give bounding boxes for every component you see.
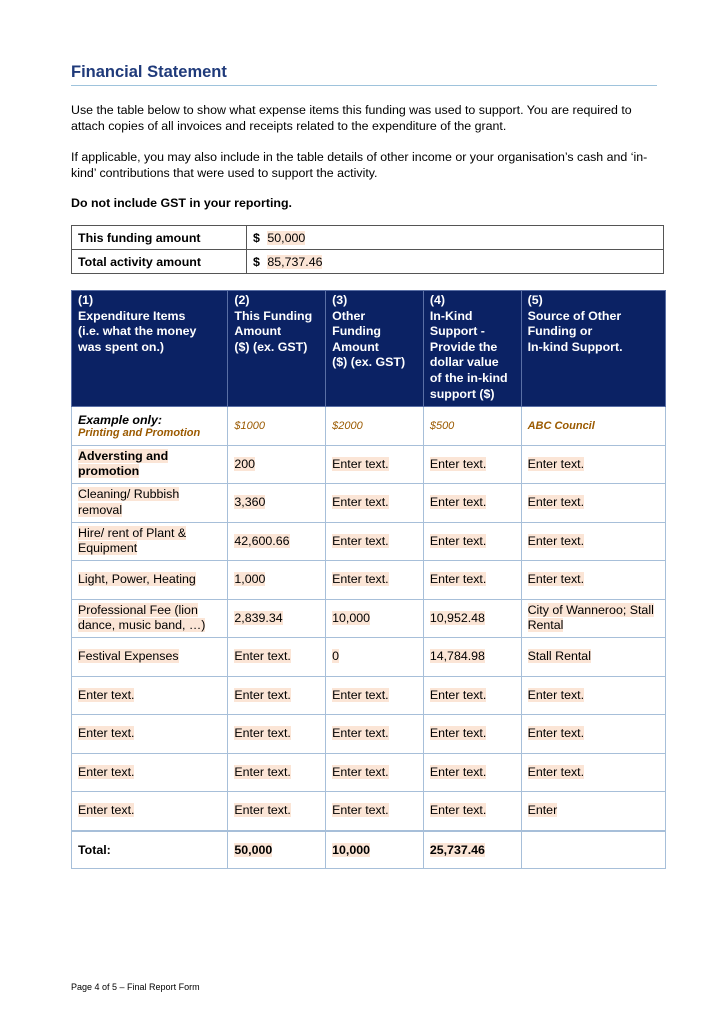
- example-in-kind: $500: [423, 407, 521, 446]
- funding-row: [72, 250, 664, 274]
- row-source-cell: [521, 753, 665, 792]
- row-in-kind-cell: [423, 753, 521, 792]
- row-this-funding-cell: [228, 522, 326, 561]
- row-this-funding-field[interactable]: 200: [234, 456, 256, 471]
- funding-value-cell: [247, 250, 664, 274]
- header-in-kind: (4) In-Kind Support - Provide the dollar value of the in-kind support ($): [423, 291, 521, 407]
- total-label: Total:: [72, 831, 228, 869]
- row-in-kind-field[interactable]: Enter text.: [429, 572, 487, 586]
- row-source-cell: [521, 484, 665, 523]
- row-other-funding-cell: [326, 676, 424, 715]
- row-item-field[interactable]: Enter text.: [78, 726, 135, 740]
- row-other-funding-cell: [326, 715, 424, 754]
- row-source-cell: [521, 522, 665, 561]
- row-this-funding-cell: [228, 599, 326, 638]
- row-item-field[interactable]: Adversting and promotion: [78, 448, 169, 479]
- row-in-kind-cell: [423, 715, 521, 754]
- funding-label: Total activity amount: [72, 250, 247, 274]
- total-activity-amount-field[interactable]: 85,737.46: [267, 254, 323, 269]
- row-item-cell: [72, 638, 228, 677]
- row-in-kind-cell: [423, 599, 521, 638]
- row-item-cell: [72, 792, 228, 831]
- table-row: [72, 445, 666, 484]
- row-item-field[interactable]: Enter text.: [78, 764, 135, 779]
- row-item-cell: [72, 753, 228, 792]
- row-this-funding-field[interactable]: 1,000: [234, 572, 266, 586]
- row-this-funding-field[interactable]: Enter text.: [234, 649, 291, 663]
- row-in-kind-cell: [423, 638, 521, 677]
- row-other-funding-cell: [326, 522, 424, 561]
- row-item-cell: [72, 599, 228, 638]
- page-footer: Page 4 of 5 – Final Report Form: [71, 982, 200, 992]
- intro-paragraph: Use the table below to show what expense items this funding was used to support. You are required to attach copies of all invoices and receipts related to the expenditure of the grant.: [71, 103, 632, 133]
- row-in-kind-field[interactable]: Enter text.: [429, 495, 487, 509]
- table-row: [72, 561, 666, 600]
- row-item-cell: [72, 445, 228, 484]
- currency-symbol: $: [253, 254, 260, 269]
- row-in-kind-field[interactable]: Enter text.: [429, 533, 487, 548]
- row-source-cell: [521, 715, 665, 754]
- example-other-funding: $2000: [326, 407, 424, 446]
- expenditure-table: [71, 290, 666, 869]
- header-source: (5) Source of Other Funding or In-kind Support.: [521, 291, 665, 407]
- funding-label: This funding amount: [72, 226, 247, 250]
- row-this-funding-cell: [228, 792, 326, 831]
- row-source-cell: [521, 638, 665, 677]
- row-item-field[interactable]: Professional Fee (lion dance, music band, …): [78, 602, 206, 633]
- row-in-kind-cell: [423, 484, 521, 523]
- example-subtitle: Printing and Promotion: [78, 426, 201, 439]
- row-source-field[interactable]: Enter: [527, 803, 558, 817]
- total-other-funding-cell: [326, 831, 424, 869]
- row-source-cell: [521, 599, 665, 638]
- row-other-funding-cell: [326, 445, 424, 484]
- total-other-funding[interactable]: 10,000: [332, 842, 371, 857]
- funding-row: [72, 226, 664, 250]
- row-other-funding-field[interactable]: Enter text.: [332, 456, 389, 471]
- example-item-cell: [72, 407, 228, 446]
- total-this-funding[interactable]: 50,000: [234, 842, 273, 857]
- row-other-funding-cell: [326, 792, 424, 831]
- row-this-funding-cell: [228, 484, 326, 523]
- row-item-field[interactable]: Enter text.: [78, 803, 135, 817]
- row-other-funding-cell: [326, 599, 424, 638]
- table-row: [72, 715, 666, 754]
- row-this-funding-field[interactable]: 42,600.66: [234, 533, 290, 548]
- table-row: [72, 753, 666, 792]
- row-item-field[interactable]: Enter text.: [78, 687, 135, 702]
- row-this-funding-cell: [228, 753, 326, 792]
- row-other-funding-field[interactable]: 10,000: [332, 610, 371, 625]
- row-in-kind-cell: [423, 676, 521, 715]
- header-other-funding: (3) Other Funding Amount ($) (ex. GST): [326, 291, 424, 407]
- row-source-field[interactable]: Enter text.: [527, 764, 585, 779]
- total-row: [72, 831, 666, 869]
- total-in-kind-cell: [423, 831, 521, 869]
- row-this-funding-field[interactable]: 3,360: [234, 495, 266, 509]
- row-this-funding-cell: [228, 715, 326, 754]
- gst-note: Do not include GST in your reporting.: [71, 196, 292, 210]
- header-expenditure-items: (1) Expenditure Items (i.e. what the money was spent on.): [72, 291, 228, 407]
- total-in-kind[interactable]: 25,737.46: [429, 842, 485, 857]
- row-in-kind-field[interactable]: Enter text.: [429, 726, 487, 740]
- page-title: Financial Statement: [71, 63, 657, 86]
- funding-amount-field[interactable]: 50,000: [267, 230, 306, 245]
- row-item-field[interactable]: Cleaning/ Rubbish removal: [78, 487, 180, 517]
- example-source: ABC Council: [521, 407, 665, 446]
- row-other-funding-field[interactable]: Enter text.: [332, 495, 389, 509]
- row-item-field[interactable]: Light, Power, Heating: [78, 572, 196, 586]
- row-other-funding-field[interactable]: 0: [332, 649, 340, 663]
- table-header-row: [72, 291, 666, 407]
- row-item-field[interactable]: Hire/ rent of Plant & Equipment: [78, 525, 187, 556]
- row-in-kind-field[interactable]: Enter text.: [429, 456, 487, 471]
- funding-value-cell: [247, 226, 664, 250]
- row-source-cell: [521, 561, 665, 600]
- row-source-field[interactable]: Stall Rental: [527, 649, 591, 663]
- row-other-funding-field[interactable]: Enter text.: [332, 687, 389, 702]
- row-other-funding-cell: [326, 561, 424, 600]
- total-this-funding-cell: [228, 831, 326, 869]
- example-this-funding: $1000: [228, 407, 326, 446]
- row-in-kind-cell: [423, 445, 521, 484]
- currency-symbol: $: [253, 230, 260, 245]
- row-other-funding-field[interactable]: Enter text.: [332, 803, 389, 817]
- row-in-kind-cell: [423, 792, 521, 831]
- table-row: [72, 638, 666, 677]
- row-source-field[interactable]: Enter text.: [527, 726, 585, 740]
- row-source-field[interactable]: City of Wanneroo; Stall Rental: [527, 602, 654, 633]
- row-in-kind-field[interactable]: Enter text.: [429, 764, 487, 779]
- table-row: [72, 676, 666, 715]
- row-this-funding-cell: [228, 445, 326, 484]
- funding-summary-table: [71, 225, 664, 274]
- table-row: [72, 484, 666, 523]
- optional-info-paragraph: If applicable, you may also include in the table details of other income or your organisation’s cash and ‘in-kind’ contributions that were used to support the activity.: [71, 150, 648, 180]
- row-this-funding-cell: [228, 638, 326, 677]
- row-source-field[interactable]: Enter text.: [527, 572, 585, 586]
- row-this-funding-field[interactable]: Enter text.: [234, 764, 291, 779]
- row-item-cell: [72, 484, 228, 523]
- row-other-funding-cell: [326, 638, 424, 677]
- row-source-field[interactable]: Enter text.: [527, 533, 585, 548]
- row-other-funding-field[interactable]: Enter text.: [332, 764, 389, 779]
- header-this-funding: (2) This Funding Amount ($) (ex. GST): [228, 291, 326, 407]
- example-title: Example only:: [78, 412, 163, 427]
- row-source-cell: [521, 792, 665, 831]
- row-item-cell: [72, 676, 228, 715]
- table-row: [72, 792, 666, 831]
- row-this-funding-cell: [228, 676, 326, 715]
- example-row: [72, 407, 666, 446]
- row-item-cell: [72, 522, 228, 561]
- row-in-kind-field[interactable]: 10,952.48: [429, 610, 485, 625]
- row-in-kind-field[interactable]: Enter text.: [429, 687, 487, 702]
- row-other-funding-field[interactable]: Enter text.: [332, 572, 389, 586]
- row-source-cell: [521, 445, 665, 484]
- row-in-kind-field[interactable]: 14,784.98: [429, 649, 485, 663]
- table-row: [72, 599, 666, 638]
- total-source: [521, 831, 665, 869]
- row-source-cell: [521, 676, 665, 715]
- table-row: [72, 522, 666, 561]
- row-other-funding-cell: [326, 753, 424, 792]
- row-this-funding-field[interactable]: Enter text.: [234, 687, 291, 702]
- row-in-kind-cell: [423, 522, 521, 561]
- row-in-kind-cell: [423, 561, 521, 600]
- row-this-funding-field[interactable]: Enter text.: [234, 803, 291, 817]
- row-this-funding-cell: [228, 561, 326, 600]
- row-source-field[interactable]: Enter text.: [527, 456, 585, 471]
- row-this-funding-field[interactable]: 2,839.34: [234, 610, 283, 625]
- row-other-funding-cell: [326, 484, 424, 523]
- row-this-funding-field[interactable]: Enter text.: [234, 726, 291, 740]
- row-source-field[interactable]: Enter text.: [527, 687, 585, 702]
- row-item-cell: [72, 561, 228, 600]
- row-item-cell: [72, 715, 228, 754]
- row-in-kind-field[interactable]: Enter text.: [429, 803, 487, 817]
- row-item-field[interactable]: Festival Expenses: [78, 649, 179, 663]
- row-source-field[interactable]: Enter text.: [527, 495, 585, 509]
- row-other-funding-field[interactable]: Enter text.: [332, 533, 389, 548]
- row-other-funding-field[interactable]: Enter text.: [332, 726, 389, 740]
